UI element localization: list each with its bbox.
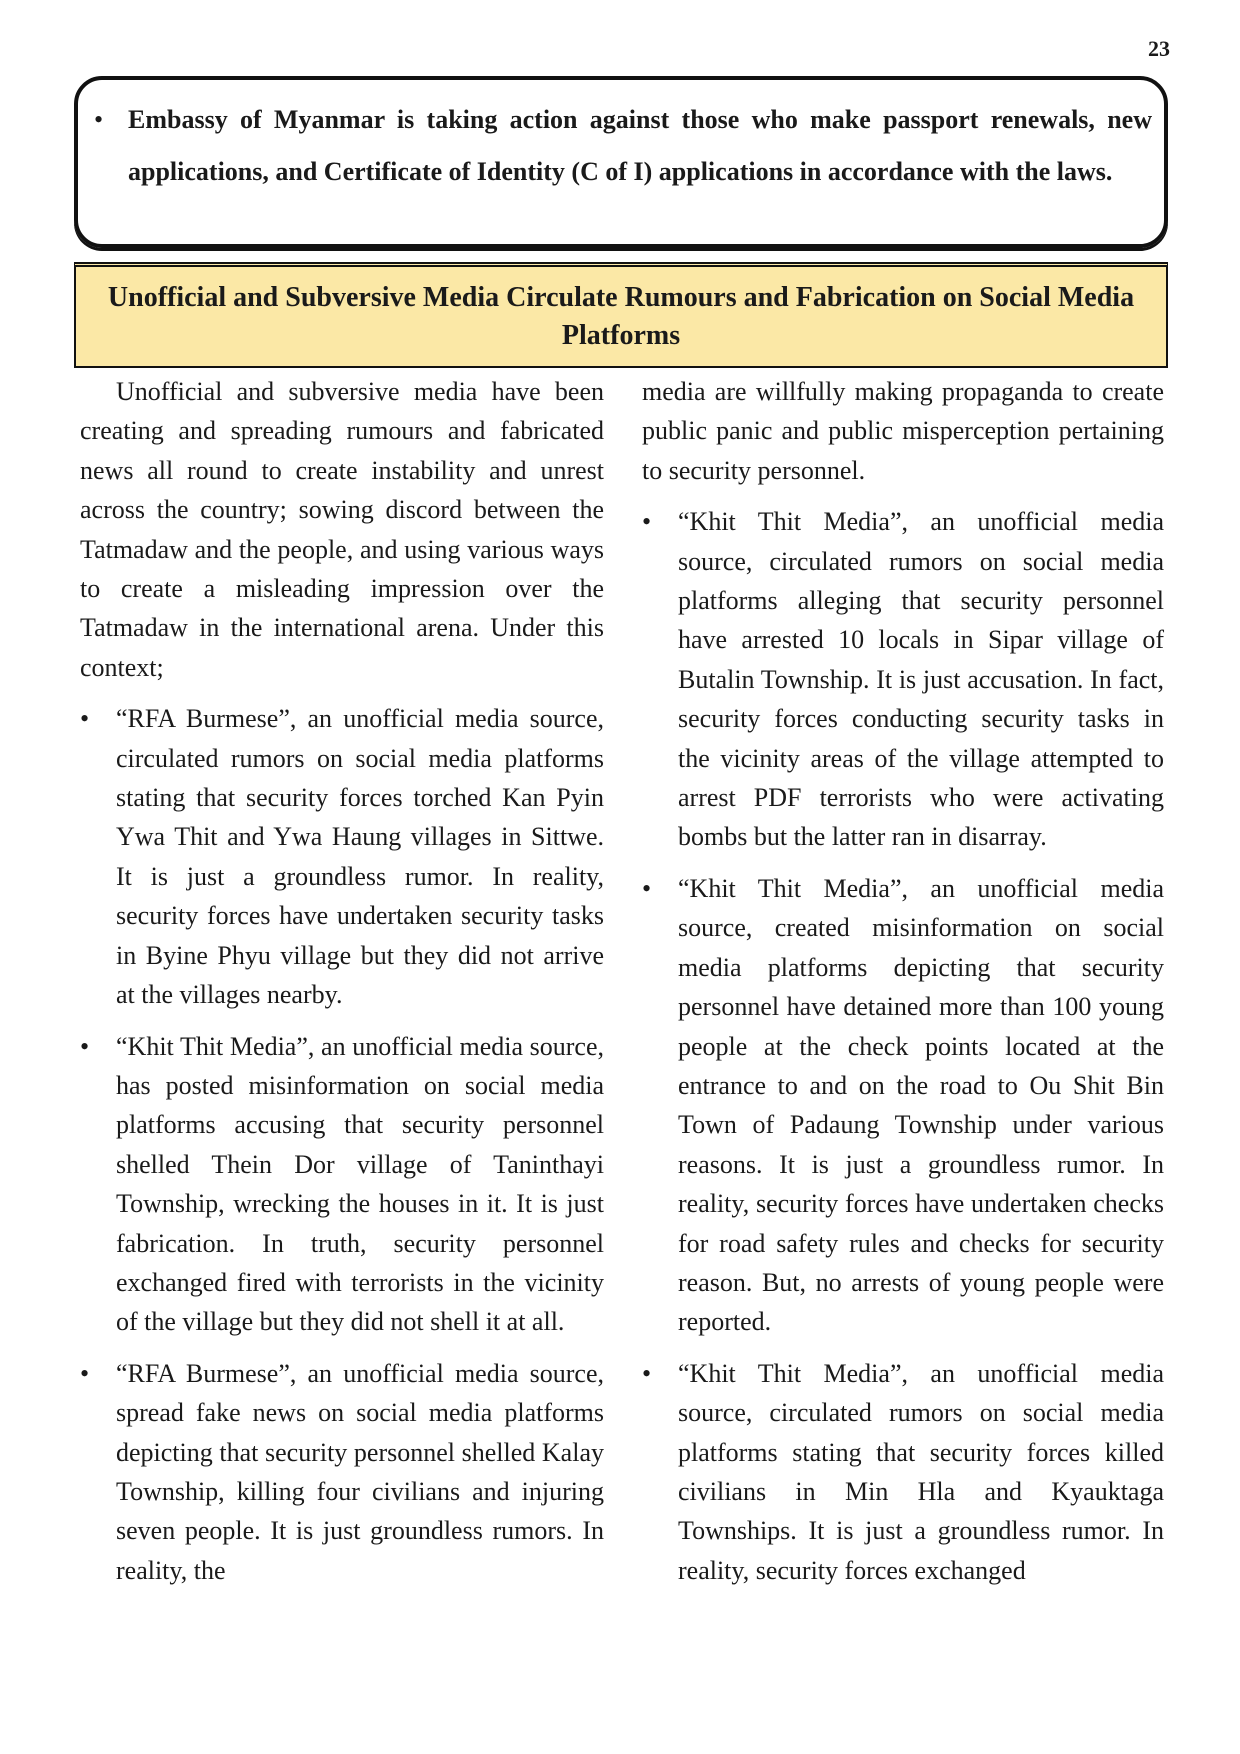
list-item: • “Khit Thit Media”, an unofficial media source, created misinformation on social media platforms depicting that security personnel have detained more than 100 young people at the check points located at the entrance to and on the road to Ou Shit Bin Town of Padaung Township under various reasons. It is just a groundless rumor. In reality, security forces have undertaken checks for road safety rules and checks for security reason. But, no arrests of young people were reported.	[642, 869, 1164, 1342]
headline: Unofficial and Subversive Media Circulate Rumours and Fabrication on Social Media Platforms	[107, 281, 1135, 351]
callout-box	[74, 76, 1168, 248]
list-item: • “Khit Thit Media”, an unofficial media source, circulated rumors on social media platforms stating that security forces killed civilians in Min Hla and Kyauktaga Townships. It is just a groundless rumor. In reality, security forces exchanged	[642, 1354, 1164, 1590]
headline-banner	[74, 262, 1168, 368]
bullet-icon: •	[94, 105, 104, 134]
list-item: • “Khit Thit Media”, an unofficial media source, has posted misinformation on social media platforms accusing that security personnel shelled Thein Dor village of Taninthayi Township, wrecking the houses in it. It is just fabrication. In truth, security personnel exchanged fired with terrorists in the vicinity of the village but they did not shell it at all.	[80, 1027, 604, 1342]
list-item: • “Khit Thit Media”, an unofficial media source, circulated rumors on social media platforms alleging that security personnel have arrested 10 locals in Sipar village of Butalin Township. It is just accusation. In fact, security forces conducting security tasks in the vicinity areas of the village attempted to arrest PDF terrorists who were activating bombs but the latter ran in disarray.	[642, 502, 1164, 857]
left-item-list	[80, 699, 604, 1590]
page-number: 23	[1148, 36, 1170, 61]
left-column	[80, 372, 604, 1590]
right-item-list	[642, 502, 1164, 1590]
intro-paragraph: Unofficial and subversive media have been creating and spreading rumours and fabricated news all round to create instability and unrest across the country; sowing discord between the Tatmadaw and the people, and using various ways to create a misleading impression over the Tatmadaw in the international arena. Under this context;	[80, 377, 604, 682]
callout-item	[94, 94, 1152, 198]
continuation-paragraph: media are willfully making propaganda to create public panic and public misperception pertaining to security personnel.	[642, 377, 1164, 485]
callout-item-text: Embassy of Myanmar is taking action against those who make passport renewals, new applications, and Certificate of Identity (C of I) applications in accordance with the laws.	[128, 105, 1152, 186]
list-item: • “RFA Burmese”, an unofficial media source, circulated rumors on social media platforms stating that security forces torched Kan Pyin Ywa Thit and Ywa Haung villages in Sittwe. It is just a groundless rumor. In reality, security forces have undertaken security tasks in Byine Phyu village but they did not arrive at the villages nearby.	[80, 699, 604, 1014]
right-column	[642, 372, 1164, 1590]
list-item: • “RFA Burmese”, an unofficial media source, spread fake news on social media platforms depicting that security personnel shelled Kalay Township, killing four civilians and injuring seven people. It is just groundless rumors. In reality, the	[80, 1354, 604, 1590]
